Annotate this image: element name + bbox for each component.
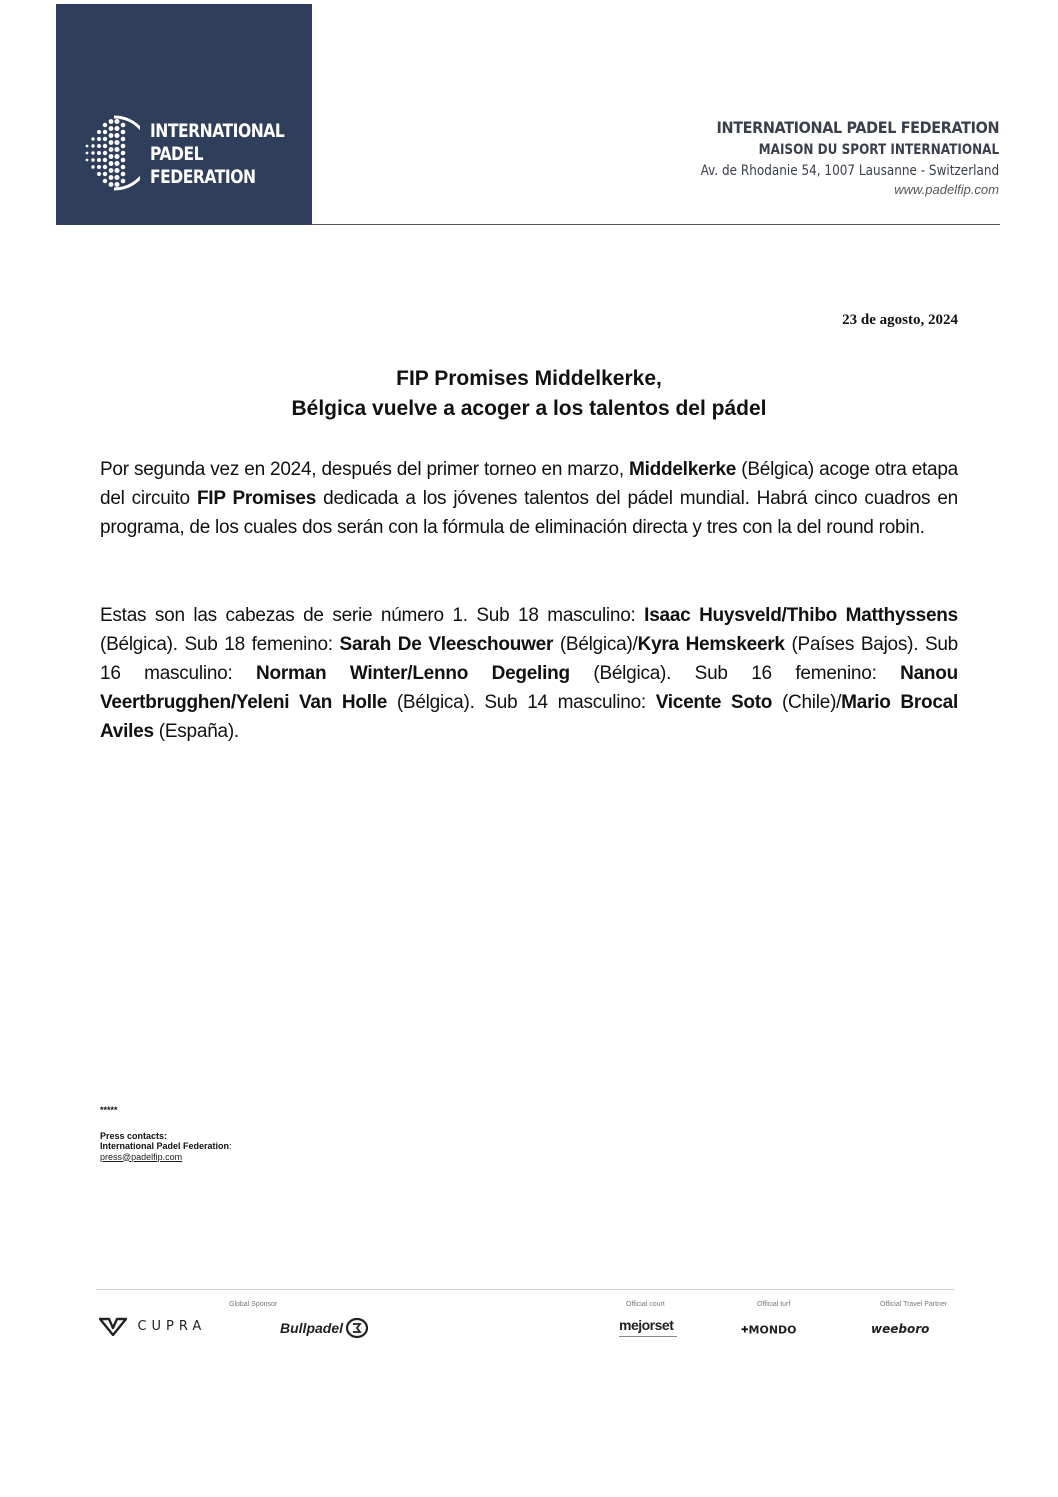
logo-dot (115, 147, 120, 152)
text-run: (Bélgica). Sub 18 femenino: (100, 634, 340, 655)
title-line-1: FIP Promises Middelkerke, (396, 367, 662, 390)
logo-dot (121, 158, 126, 163)
logo-dot (121, 165, 126, 170)
cupra-logo (99, 1316, 206, 1336)
logo-dot (109, 140, 114, 145)
logo-dot (109, 126, 114, 131)
text-run: Por segunda vez en 2024, después del primer torneo en marzo, (100, 459, 630, 480)
logo-dot (121, 123, 126, 128)
logo-dot (103, 179, 107, 183)
cupra-emblem-icon (99, 1316, 127, 1336)
logo-dot (103, 172, 107, 176)
mondo-logo (741, 1321, 797, 1339)
logo-dot (103, 165, 107, 169)
logo-dot (109, 168, 114, 173)
logo-dot (115, 161, 120, 166)
text-run: (Bélgica)/ (553, 634, 638, 655)
label-global-sponsor: Global Sponsor (229, 1301, 278, 1308)
player-names: Mario Brocal Aviles (100, 692, 958, 742)
title-line-2: Bélgica vuelve a acoger a los talentos del pádel (291, 397, 767, 420)
logo-dot (121, 144, 126, 149)
logo-dot (115, 175, 120, 180)
address-line-2: Av. de Rhodanie 54, 1007 Lausanne - Switzerland (700, 163, 999, 179)
press-release-title (100, 364, 958, 424)
logo-dot (103, 158, 107, 162)
logo-dot (97, 144, 101, 148)
mondo-wordmark: MONDO (748, 1323, 797, 1337)
logo-dot (103, 144, 107, 148)
logo-dot (121, 137, 126, 142)
body-paragraph-2 (100, 601, 958, 746)
logo-dot (115, 168, 120, 173)
cupra-wordmark: CUPRA (137, 1318, 207, 1334)
venue-name: Middelkerke (629, 459, 737, 480)
logo-dot (97, 137, 101, 141)
text-run: (Bélgica) acoge otra etapa del circuito (100, 459, 959, 509)
logo-dot (121, 172, 126, 177)
footer-divider (96, 1289, 954, 1290)
logo-dot (115, 154, 120, 159)
label-official-court: Official court (626, 1301, 665, 1308)
logo-dot (121, 179, 126, 184)
logo-dot (109, 161, 114, 166)
player-names: Isaac Huysveld/Thibo Matthyssens (644, 605, 958, 626)
logo-dot (109, 182, 114, 187)
logo-line-3: FEDERATION (150, 166, 256, 188)
logo-dot (103, 123, 107, 127)
bullpadel-circle-icon (345, 1317, 369, 1339)
logo-dot (115, 133, 120, 138)
player-names: Kyra Hemskeerk (637, 634, 785, 655)
logo-dot (86, 145, 89, 148)
logo-dot (115, 140, 120, 145)
logo-dot (109, 154, 114, 159)
weeboro-wordmark: weeboro (871, 1322, 930, 1336)
logo-dot (115, 182, 120, 187)
mondo-mark-icon: ✚ (741, 1324, 749, 1335)
logo-dot (91, 151, 94, 154)
logo-dot (103, 137, 107, 141)
logo-dot (109, 175, 114, 180)
body-paragraph-1 (100, 455, 958, 542)
logo-line-2: PADEL (150, 143, 204, 165)
federation-name: INTERNATIONAL PADEL FEDERATION (716, 118, 999, 137)
padel-ball-icon (84, 113, 140, 193)
contacts-email-link[interactable]: press@padelfip.com (100, 1151, 183, 1162)
logo-dot (91, 165, 94, 168)
logo-dot (91, 144, 94, 147)
address-line-1: MAISON DU SPORT INTERNATIONAL (758, 142, 999, 158)
contacts-org: International Padel Federation (100, 1141, 230, 1151)
logo-wordmark (150, 120, 284, 189)
text-run: (Países Bajos). Sub 16 masculino: (100, 634, 959, 684)
logo-dot (97, 172, 101, 176)
text-run: (Bélgica). Sub 16 femenino: (569, 663, 901, 684)
text-run: (Chile)/ (772, 692, 842, 713)
logo-dot (115, 119, 120, 124)
logo-dot (97, 165, 101, 169)
logo-line-1: INTERNATIONAL (150, 120, 285, 142)
logo-dot (86, 159, 89, 162)
player-names: Sarah De Vleeschouwer (339, 634, 554, 655)
player-names: Vicente Soto (655, 692, 773, 713)
bullpadel-logo (280, 1317, 369, 1339)
logo-dot (109, 119, 114, 124)
logo-dot (121, 130, 126, 135)
logo-dot (109, 147, 114, 152)
label-official-turf: Official turf (757, 1301, 791, 1308)
player-names: Norman Winter/Lenno Degeling (256, 663, 570, 684)
text-run: dedicada a los jóvenes talentos del pádel mundial. Habrá cinco cuadros en programa, de los cuales dos serán con la fórmula de eliminación directa y tres con la del round robin. (100, 488, 958, 538)
bullpadel-wordmark: Bullpadel (280, 1320, 344, 1336)
text-run: (Bélgica). Sub 14 masculino: (387, 692, 656, 713)
logo-dot (86, 152, 89, 155)
logo-dot (91, 158, 94, 161)
logo-dot (121, 151, 126, 156)
federation-address-block (652, 118, 999, 197)
press-contacts (100, 1105, 232, 1162)
player-names: Nanou Veertbrugghen/Yeleni Van Holle (100, 663, 958, 713)
logo-dot (97, 151, 101, 155)
contacts-org-suffix: : (229, 1141, 232, 1151)
circuit-name: FIP Promises (196, 488, 317, 509)
logo-dot (109, 133, 114, 138)
text-run: (España). (153, 721, 239, 742)
text-run: Estas son las cabezas de serie número 1. Sub 18 masculino: (100, 605, 645, 626)
weeboro-logo (871, 1320, 929, 1338)
website-link[interactable]: www.padelfip.com (894, 182, 999, 197)
press-release-date: 23 de agosto, 2024 (842, 312, 958, 328)
logo-dot (103, 151, 107, 155)
label-official-travel: Official Travel Partner (880, 1301, 948, 1308)
header-divider (312, 224, 1000, 225)
logo-panel (56, 4, 312, 225)
mejorset-logo (619, 1317, 677, 1337)
logo-dot (91, 137, 94, 140)
separator-stars: ***** (100, 1105, 118, 1115)
logo-dot (103, 130, 107, 134)
logo-dot (97, 130, 101, 134)
logo-dot (115, 126, 120, 131)
contacts-heading: Press contacts: (100, 1130, 168, 1141)
mejorset-wordmark: mejorset (619, 1317, 674, 1333)
logo-dot (97, 158, 101, 162)
